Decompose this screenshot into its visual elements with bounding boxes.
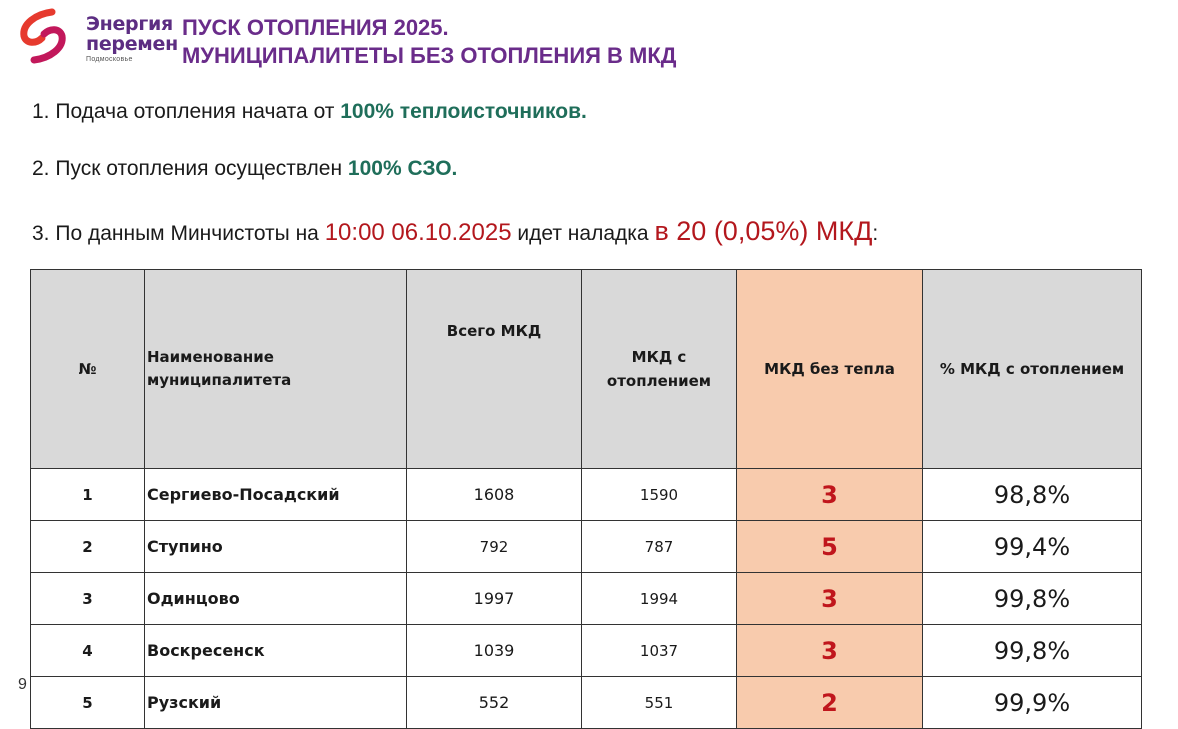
point-3 [32,216,878,247]
table-row [31,625,1142,677]
row-heated: 551 [582,677,737,729]
row-name: Ступино [145,521,407,573]
header-percent: % МКД с отоплением [923,270,1142,469]
point-1-highlight: 100% теплоисточников. [340,100,587,123]
point-2-highlight: 100% СЗО. [347,157,458,180]
row-unheated: 2 [737,677,923,729]
row-heated: 787 [582,521,737,573]
row-num: 4 [31,625,145,677]
row-percent: 99,8% [923,573,1142,625]
point-1-text: 1. Подача отопления начата от [32,100,341,123]
row-unheated: 5 [737,521,923,573]
row-total: 552 [407,677,582,729]
point-3-text: 3. По данным Минчистоты на [32,222,325,245]
row-percent: 99,9% [923,677,1142,729]
logo-text [86,14,178,63]
point-2-text: 2. Пуск отопления осуществлен [32,157,348,180]
row-num: 1 [31,469,145,521]
row-total: 1039 [407,625,582,677]
row-name: Рузский [145,677,407,729]
row-heated: 1590 [582,469,737,521]
row-percent: 98,8% [923,469,1142,521]
page-number: 9 [18,676,27,693]
row-num: 2 [31,521,145,573]
page-title [182,14,676,70]
point-2 [32,157,457,181]
row-percent: 99,8% [923,625,1142,677]
header-heated: МКД с отоплением [582,270,737,469]
table-row [31,677,1142,729]
table-row [31,521,1142,573]
header-num: № [31,270,145,469]
energy-swirl-icon [14,6,72,66]
table-header-row [31,270,1142,469]
row-heated: 1037 [582,625,737,677]
row-unheated: 3 [737,469,923,521]
point-3-time: 10:00 06.10.2025 [324,219,512,246]
table-row [31,573,1142,625]
row-name: Сергиево-Посадский [145,469,407,521]
header-name: Наименование муниципалитета [145,270,407,469]
row-num: 3 [31,573,145,625]
row-name: Одинцово [145,573,407,625]
row-total: 792 [407,521,582,573]
logo [14,6,178,68]
row-unheated: 3 [737,625,923,677]
logo-line-1: Энергия [86,13,173,35]
header-total: Всего МКД [407,270,582,469]
row-percent: 99,4% [923,521,1142,573]
row-total: 1997 [407,573,582,625]
municipalities-table [30,269,1142,729]
row-name: Воскресенск [145,625,407,677]
point-3-suffix: : [872,222,879,245]
row-total: 1608 [407,469,582,521]
logo-line-2: перемен [86,33,178,55]
logo-subtitle: Подмосковье [86,56,133,63]
row-heated: 1994 [582,573,737,625]
table-row [31,469,1142,521]
title-line-1: ПУСК ОТОПЛЕНИЯ 2025. [182,15,449,40]
point-3-mid: идет наладка [511,222,655,245]
header-unheated: МКД без тепла [737,270,923,469]
row-num: 5 [31,677,145,729]
point-3-count: в 20 (0,05%) МКД [654,216,873,246]
point-1 [32,100,587,124]
row-unheated: 3 [737,573,923,625]
title-line-2: МУНИЦИПАЛИТЕТЫ БЕЗ ОТОПЛЕНИЯ В МКД [182,43,677,68]
